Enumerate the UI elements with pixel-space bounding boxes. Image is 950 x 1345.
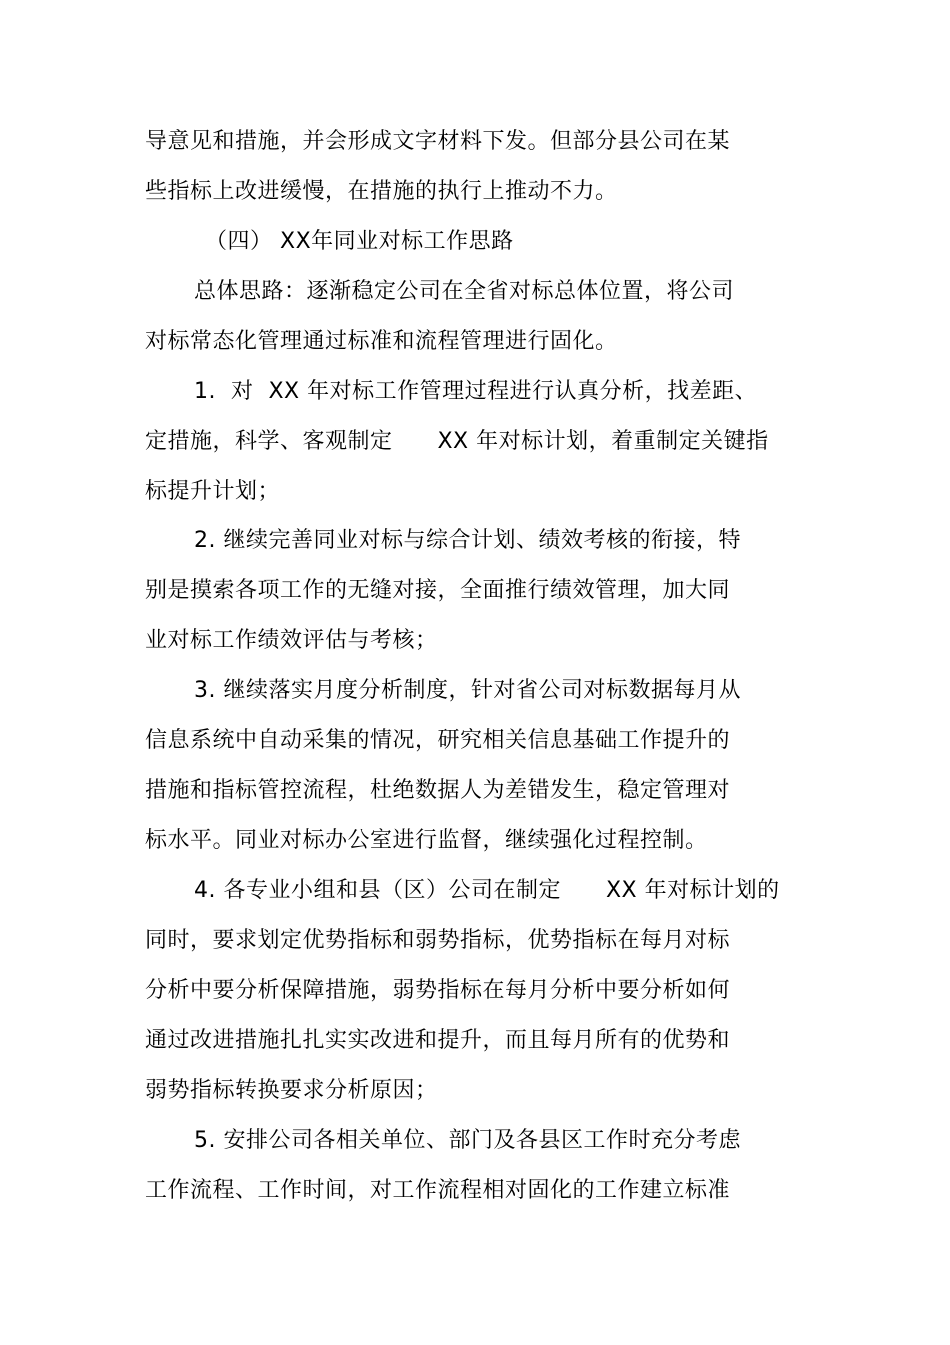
list-item-4-line: 同时，要求划定优势指标和弱势指标，优势指标在每月对标 <box>145 928 731 953</box>
paragraph-line: 对标常态化管理通过标准和流程管理进行固化。 <box>145 329 618 354</box>
list-item-5-line: 工作流程、工作时间，对工作流程相对固化的工作建立标准 <box>145 1178 731 1203</box>
list-item-4-line: 分析中要分析保障措施，弱势指标在每月分析中要分析如何 <box>145 978 731 1003</box>
list-item-1-line: 1. 对 XX 年对标工作管理过程进行认真分析，找差距、 <box>194 379 758 404</box>
section-heading: （四） XX年同业对标工作思路 <box>205 229 514 254</box>
list-item-3-line: 标水平。同业对标办公室进行监督，继续强化过程控制。 <box>145 828 708 853</box>
paragraph-line: 总体思路：逐渐稳定公司在全省对标总体位置，将公司 <box>194 279 735 304</box>
list-item-2-line: 2. 继续完善同业对标与综合计划、绩效考核的衔接，特 <box>194 528 741 553</box>
list-item-2-line: 别是摸索各项工作的无缝对接，全面推行绩效管理，加大同 <box>145 578 731 603</box>
paragraph-line: 些指标上改进缓慢，在措施的执行上推动不力。 <box>145 179 618 204</box>
paragraph-line: 导意见和措施，并会形成文字材料下发。但部分县公司在某 <box>145 129 731 154</box>
list-item-3-line: 措施和指标管控流程，杜绝数据人为差错发生，稳定管理对 <box>145 778 731 803</box>
list-item-4-line: 4. 各专业小组和县（区）公司在制定 XX 年对标计划的 <box>194 878 780 903</box>
list-item-5-line: 5. 安排公司各相关单位、部门及各县区工作时充分考虑 <box>194 1128 741 1153</box>
list-item-2-line: 业对标工作绩效评估与考核； <box>145 628 438 653</box>
list-item-3-line: 信息系统中自动采集的情况，研究相关信息基础工作提升的 <box>145 728 731 753</box>
list-item-1-line: 定措施，科学、客观制定 XX 年对标计划，着重制定关键指 <box>145 429 769 454</box>
list-item-3-line: 3. 继续落实月度分析制度，针对省公司对标数据每月从 <box>194 678 741 703</box>
list-item-4-line: 通过改进措施扎扎实实改进和提升，而且每月所有的优势和 <box>145 1028 731 1053</box>
list-item-1-line: 标提升计划； <box>145 479 281 504</box>
list-item-4-line: 弱势指标转换要求分析原因； <box>145 1078 438 1103</box>
